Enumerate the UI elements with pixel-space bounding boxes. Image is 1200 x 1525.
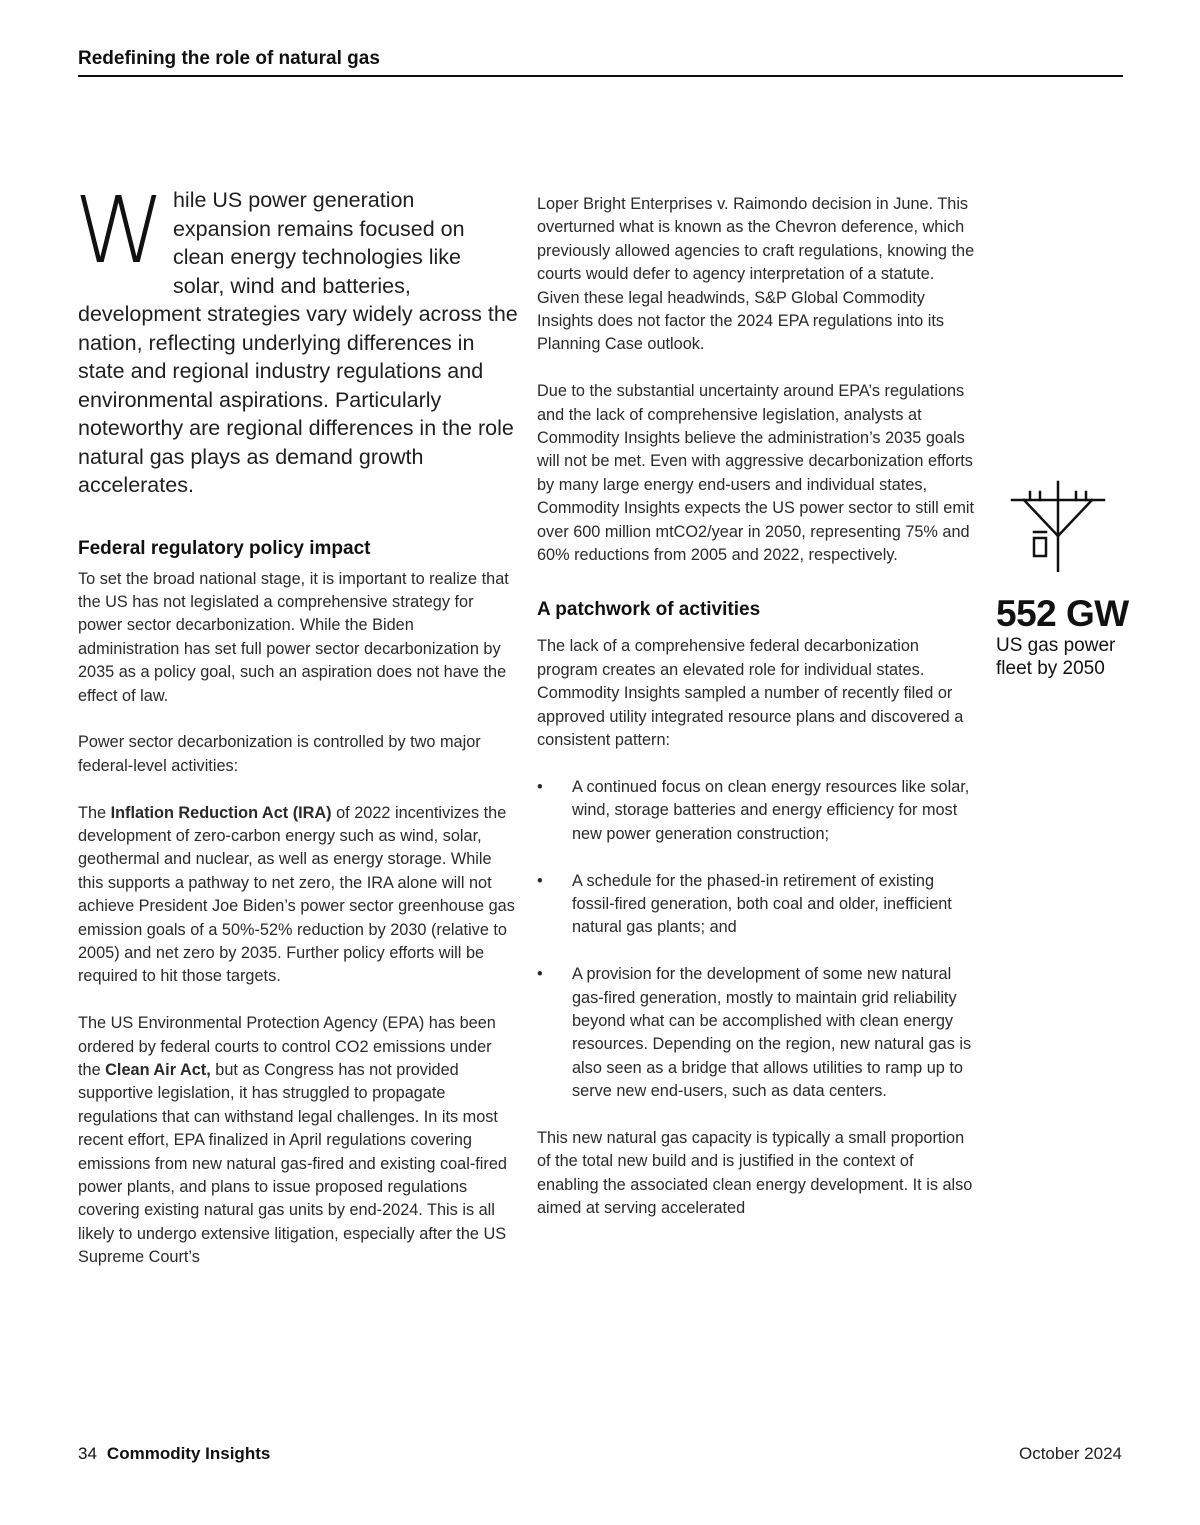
page-header xyxy=(78,48,1123,77)
footer-company: Commodity Insights xyxy=(106,1444,271,1463)
list-item xyxy=(537,776,977,846)
text-fragment: The xyxy=(78,803,111,822)
paragraph-ira xyxy=(78,802,518,989)
page-number: 34 xyxy=(78,1444,97,1463)
paragraph-loper-bright: Loper Bright Enterprises v. Raimondo decision in June. This overturned what is known as the Chevron deference, which previously allowed agencies to craft regulations, knowing the courts would defer to agency interpretation of a statute. Given these legal headwinds, S&P Global Commodity Insights does not factor the 2024 EPA regulations into its Planning Case outlook. xyxy=(537,195,975,354)
middle-column xyxy=(537,193,977,1221)
paragraph-new-capacity: This new natural gas capacity is typically a small proportion of the total new build and is justified in the context of enabling the associated clean energy development. It is also aimed at serving accelerated xyxy=(537,1128,973,1218)
stat-value: 552 GW xyxy=(996,593,1129,634)
drop-cap: W xyxy=(74,177,165,284)
footer-date: October 2024 xyxy=(1018,1444,1122,1463)
bullet-symbol: • xyxy=(537,965,543,984)
paragraph-patchwork: The lack of a comprehensive federal decarbonization program creates an elevated role for individual states. Commodity Insights sampled a number of recently filed or approved utility integrated resource plans and discovered a consistent pattern: xyxy=(537,637,964,750)
list-item xyxy=(537,963,977,1103)
bullet-text: A continued focus on clean energy resources like solar, wind, storage batteries and energy efficiency for most new power generation construction; xyxy=(572,777,970,843)
paragraph-national-stage: To set the broad national stage, it is important to realize that the US has not legislated a comprehensive strategy for power sector decarbonization. While the Biden administration has set full power sector decarbonization by 2035 as a policy goal, such an aspiration does not have the effect of law. xyxy=(78,569,509,705)
bullet-list xyxy=(537,776,977,1104)
ira-bold: Inflation Reduction Act (IRA) xyxy=(110,803,332,822)
intro-text: hile US power generation expansion remains focused on clean energy technologies like solar, wind and batteries, development strategies vary widely across the nation, reflecting underlying differences in state and regional industry regulations and environmental aspirations. Particularly noteworthy are regional differences in the role natural gas plays as demand growth accelerates. xyxy=(78,188,518,497)
paragraph-epa xyxy=(78,1012,518,1269)
bullet-text: A schedule for the phased-in retirement of existing fossil-fired generation, both coal and older, inefficient natural gas plants; and xyxy=(572,871,952,937)
text-fragment: of 2022 incentivizes the development of zero-carbon energy such as wind, solar, geothermal and nuclear, as well as energy storage. While this supports a pathway to net zero, the IRA alone will not achieve President Joe Biden’s power sector greenhouse gas emission goals of a 50%-52% reduction by 2030 (relative to 2005) and net zero by 2035. Further policy efforts will be required to hit those targets. xyxy=(78,803,515,986)
bullet-symbol: • xyxy=(537,871,543,890)
stat-label: US gas power fleet by 2050 xyxy=(996,635,1116,679)
bullet-symbol: • xyxy=(537,777,543,796)
paragraph-uncertainty: Due to the substantial uncertainty around EPA’s regulations and the lack of comprehensive legislation, analysts at Commodity Insights believe the administration’s 2035 goals will not be met. Even with aggressive decarbonization efforts by many large energy end-users and individual states, Commodity Insights expects the US power sector to still emit over 600 million mtCO2/year in 2050, representing 75% and 60% reductions from 2005 and 2022, respectively. xyxy=(537,382,975,565)
footer-left xyxy=(78,1444,270,1464)
list-item xyxy=(537,870,977,940)
clean-air-act-bold: Clean Air Act, xyxy=(105,1060,211,1079)
header-title: Redefining the role of natural gas xyxy=(78,48,380,69)
bullet-text: A provision for the development of some new natural gas-fired generation, mostly to maintain grid reliability beyond what can be accomplished with clean energy resources. Depending on the region, new natural gas is also seen as a bridge that allows utilities to ramp up to serve new end-users, such as data centers. xyxy=(572,965,972,1101)
left-column xyxy=(74,177,518,1270)
text-fragment: The US Environmental Protection Agency (EPA) has been ordered by federal courts to control CO2 emissions under the xyxy=(78,1014,496,1079)
text-fragment: but as Congress has not provided supportive legislation, it has struggled to propagate regulations that can withstand legal challenges. In its most recent effort, EPA finalized in April regulations covering emissions from new natural gas-fired and existing coal-fired power plants, and plans to issue proposed regulations covering existing natural gas units by end-2024. This is all likely to undergo extensive litigation, especially after the US Supreme Court’s xyxy=(78,1060,507,1267)
section-heading-federal: Federal regulatory policy impact xyxy=(78,537,371,559)
section-heading-patchwork: A patchwork of activities xyxy=(537,599,761,621)
intro-paragraph xyxy=(74,177,518,500)
stat-callout xyxy=(996,480,1146,680)
utility-pole-icon xyxy=(1010,480,1106,572)
paragraph-federal-activities: Power sector decarbonization is controlled by two major federal-level activities: xyxy=(78,733,481,775)
